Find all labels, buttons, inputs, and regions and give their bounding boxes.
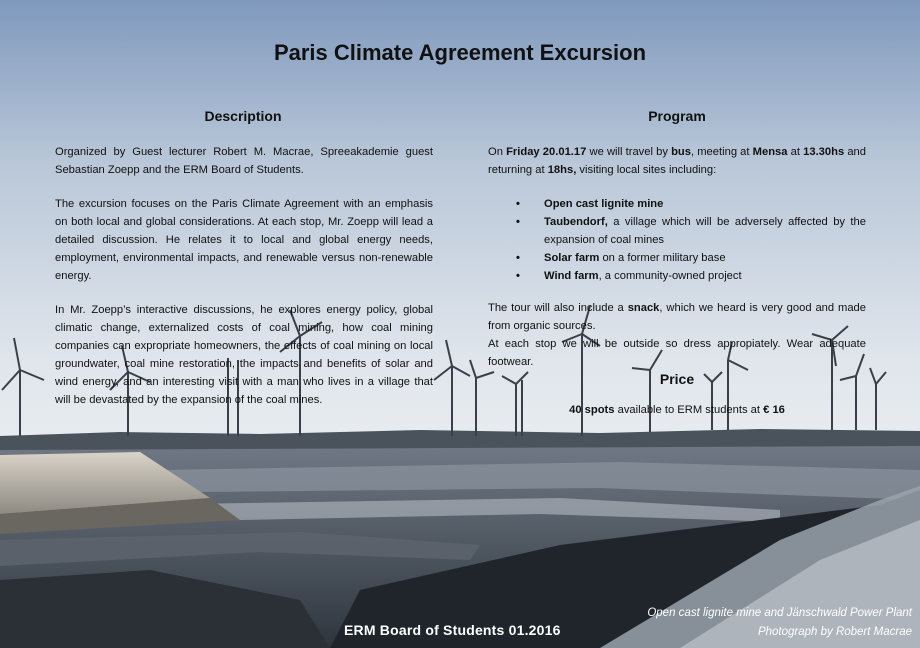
program-heading: Program <box>648 108 706 124</box>
page-title: Paris Climate Agreement Excursion <box>273 40 647 65</box>
list-item: • Open cast lignite mine <box>544 195 866 213</box>
program-column <box>488 143 866 387</box>
program-meeting-place: Mensa <box>752 146 788 158</box>
price-amount: € 16 <box>763 404 785 416</box>
program-snack: The tour will also include a snack, which we heard is very good and made from organic sources. <box>488 302 866 332</box>
footer-organizer: ERM Board of Students 01.2016 <box>344 622 561 638</box>
description-column <box>55 143 433 425</box>
description-focus: The excursion focuses on the Paris Climate Agreement with an emphasis on both local and global considerations. At each stop, Mr. Zoepp will lead a detailed discussion. He relates it to local and global energy needs, employment, environmental impacts, and renewable versus non-renewable energy. <box>55 198 433 282</box>
program-dress-note: At each stop we will be outside so dress appropiately. Wear adequate footwear. <box>488 338 866 368</box>
program-intro: On Friday 20.01.17 we will travel by bus, meeting at Mensa at 13.30hs and returning at 18hs, visiting local sites including: <box>488 146 866 176</box>
list-item: • Taubendorf, a village which will be adversely affected by the expansion of coal mines <box>544 213 866 249</box>
program-start-time: 13.30hs <box>803 146 845 158</box>
price-heading: Price <box>659 371 695 387</box>
description-organizers: Organized by Guest lecturer Robert M. Macrae, Spreeakademie guest Sebastian Zoepp and the ERM Board of Students. <box>55 146 433 176</box>
description-heading: Description <box>204 108 282 124</box>
program-end-time: 18hs, <box>547 164 577 176</box>
price-spots: 40 spots <box>569 404 615 416</box>
list-item: • Wind farm, a community-owned project <box>544 267 866 285</box>
photo-caption: Open cast lignite mine and Jänschwald Power Plant <box>647 607 912 619</box>
photo-credit: Photograph by Robert Macrae <box>757 626 912 638</box>
list-item: • Solar farm on a former military base <box>544 249 866 267</box>
description-discussions: In Mr. Zoepp’s interactive discussions, he explores energy policy, global climatic change, externalized costs of coal mining, how coal mining companies can expropriate homeowners, the effects of coal mining on local groundwater, coal mine restoration, the impacts and benefits of solar and wind energy, and an interesting visit with a man who lives in a village that will be devastated by the expansion of the coal mines. <box>55 304 433 406</box>
program-day: Friday 20.01.17 <box>506 146 587 158</box>
program-transport: bus <box>671 146 691 158</box>
program-sites-list <box>488 195 866 285</box>
price-details: 40 spots available to ERM students at € 16 <box>569 404 785 416</box>
